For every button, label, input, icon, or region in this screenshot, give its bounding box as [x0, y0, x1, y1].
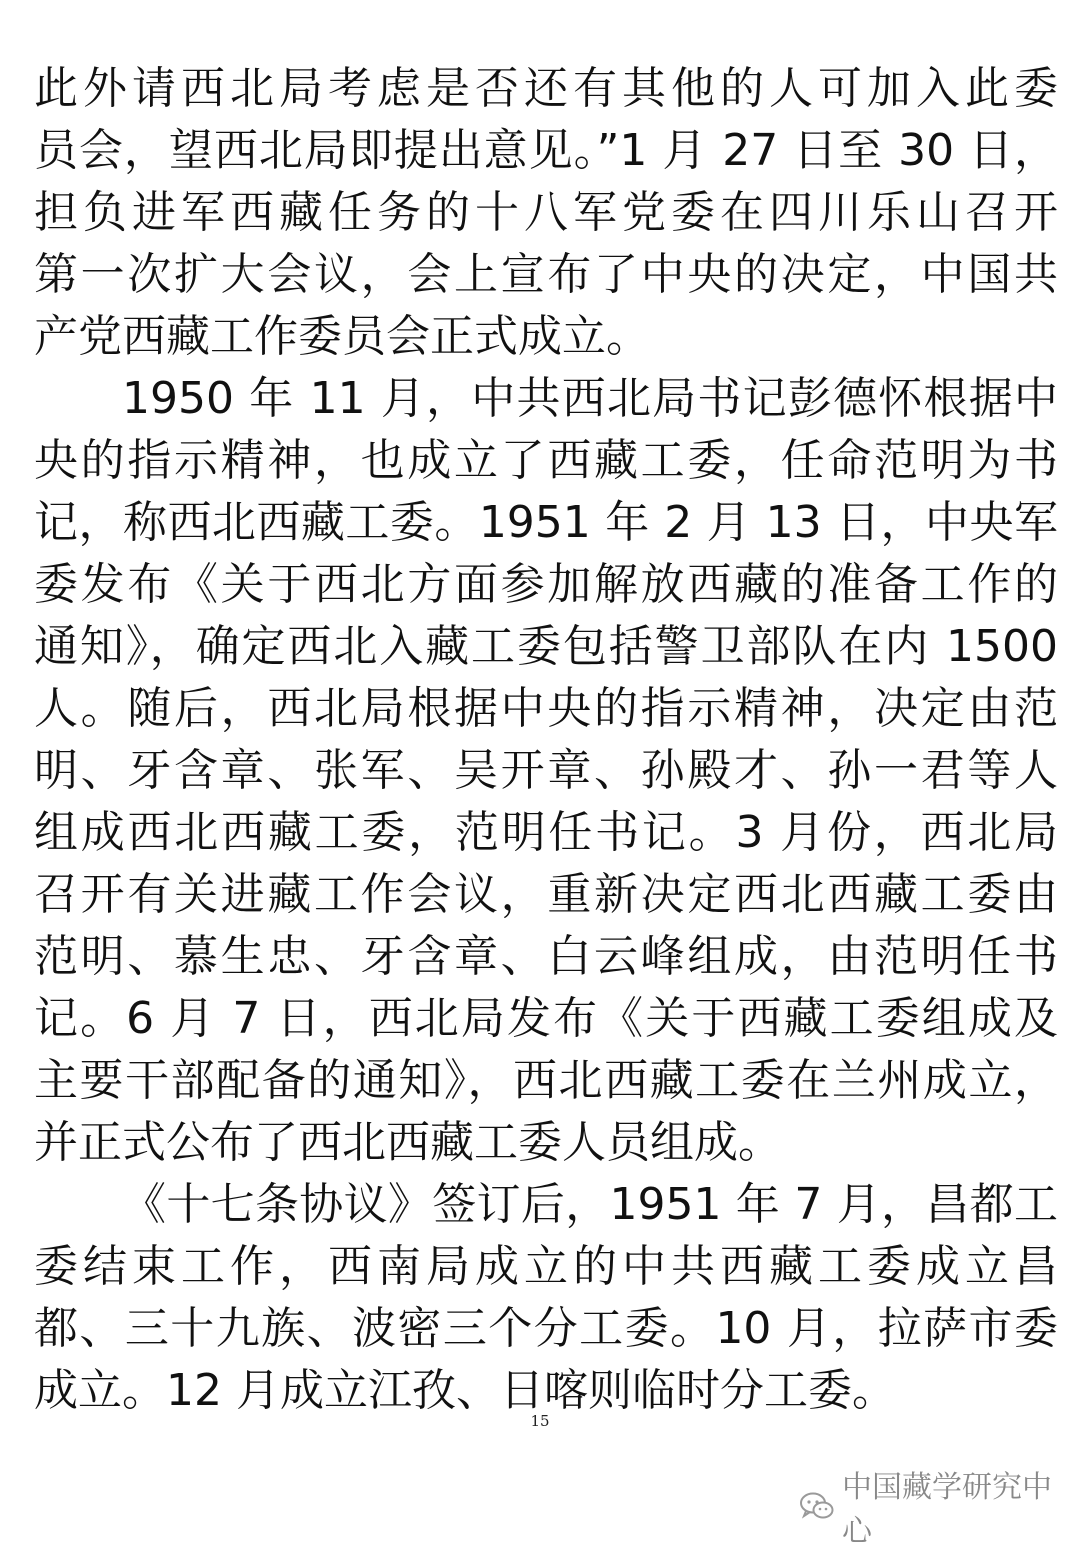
text-line: 1950 年 11 月，中共西北局书记彭德怀根据中	[122, 373, 1058, 424]
text-line: 《十七条协议》签订后，1951 年 7 月，昌都工	[122, 1179, 1058, 1230]
text-line: 委发布《关于西北方面参加解放西藏的准备工作的	[34, 559, 1058, 610]
text-line: 通知》，确定西北入藏工委包括警卫部队在内 1500	[34, 621, 1058, 672]
text-line: 成立。12 月成立江孜、日喀则临时分工委。	[34, 1365, 896, 1416]
text-line: 召开有关进藏工作会议，重新决定西北西藏工委由	[34, 869, 1058, 920]
text-line: 组成西北西藏工委，范明任书记。3 月份，西北局	[34, 807, 1058, 858]
text-line: 范明、慕生忠、牙含章、白云峰组成，由范明任书	[34, 931, 1058, 982]
text-line: 都、三十九族、波密三个分工委。10 月，拉萨市委	[34, 1303, 1058, 1354]
text-line: 明、牙含章、张军、吴开章、孙殿才、孙一君等人	[34, 745, 1058, 796]
text-line: 产党西藏工作委员会正式成立。	[34, 311, 650, 362]
text-line: 央的指示精神，也成立了西藏工委，任命范明为书	[34, 435, 1058, 486]
wechat-icon	[800, 1492, 834, 1520]
text-line: 担负进军西藏任务的十八军党委在四川乐山召开	[34, 187, 1058, 238]
text-line: 此外请西北局考虑是否还有其他的人可加入此委	[34, 63, 1058, 114]
text-line: 人。随后，西北局根据中央的指示精神，决定由范	[34, 683, 1058, 734]
text-line: 主要干部配备的通知》，西北西藏工委在兰州成立，	[34, 1055, 1058, 1106]
text-line: 委结束工作，西南局成立的中共西藏工委成立昌	[34, 1241, 1058, 1292]
page-number: 15	[530, 1412, 550, 1430]
page-body	[34, 58, 1058, 1422]
text-line: 第一次扩大会议，会上宣布了中央的决定，中国共	[34, 249, 1058, 300]
text-line: 员会，望西北局即提出意见。”1 月 27 日至 30 日，	[34, 125, 1058, 176]
text-line: 记，称西北西藏工委。1951 年 2 月 13 日，中央军	[34, 497, 1058, 548]
text-line: 记。6 月 7 日，西北局发布《关于西藏工委组成及	[34, 993, 1058, 1044]
watermark	[800, 1462, 1080, 1550]
watermark-text: 中国藏学研究中心	[842, 1470, 1052, 1549]
text-line: 并正式公布了西北西藏工委人员组成。	[34, 1117, 782, 1168]
